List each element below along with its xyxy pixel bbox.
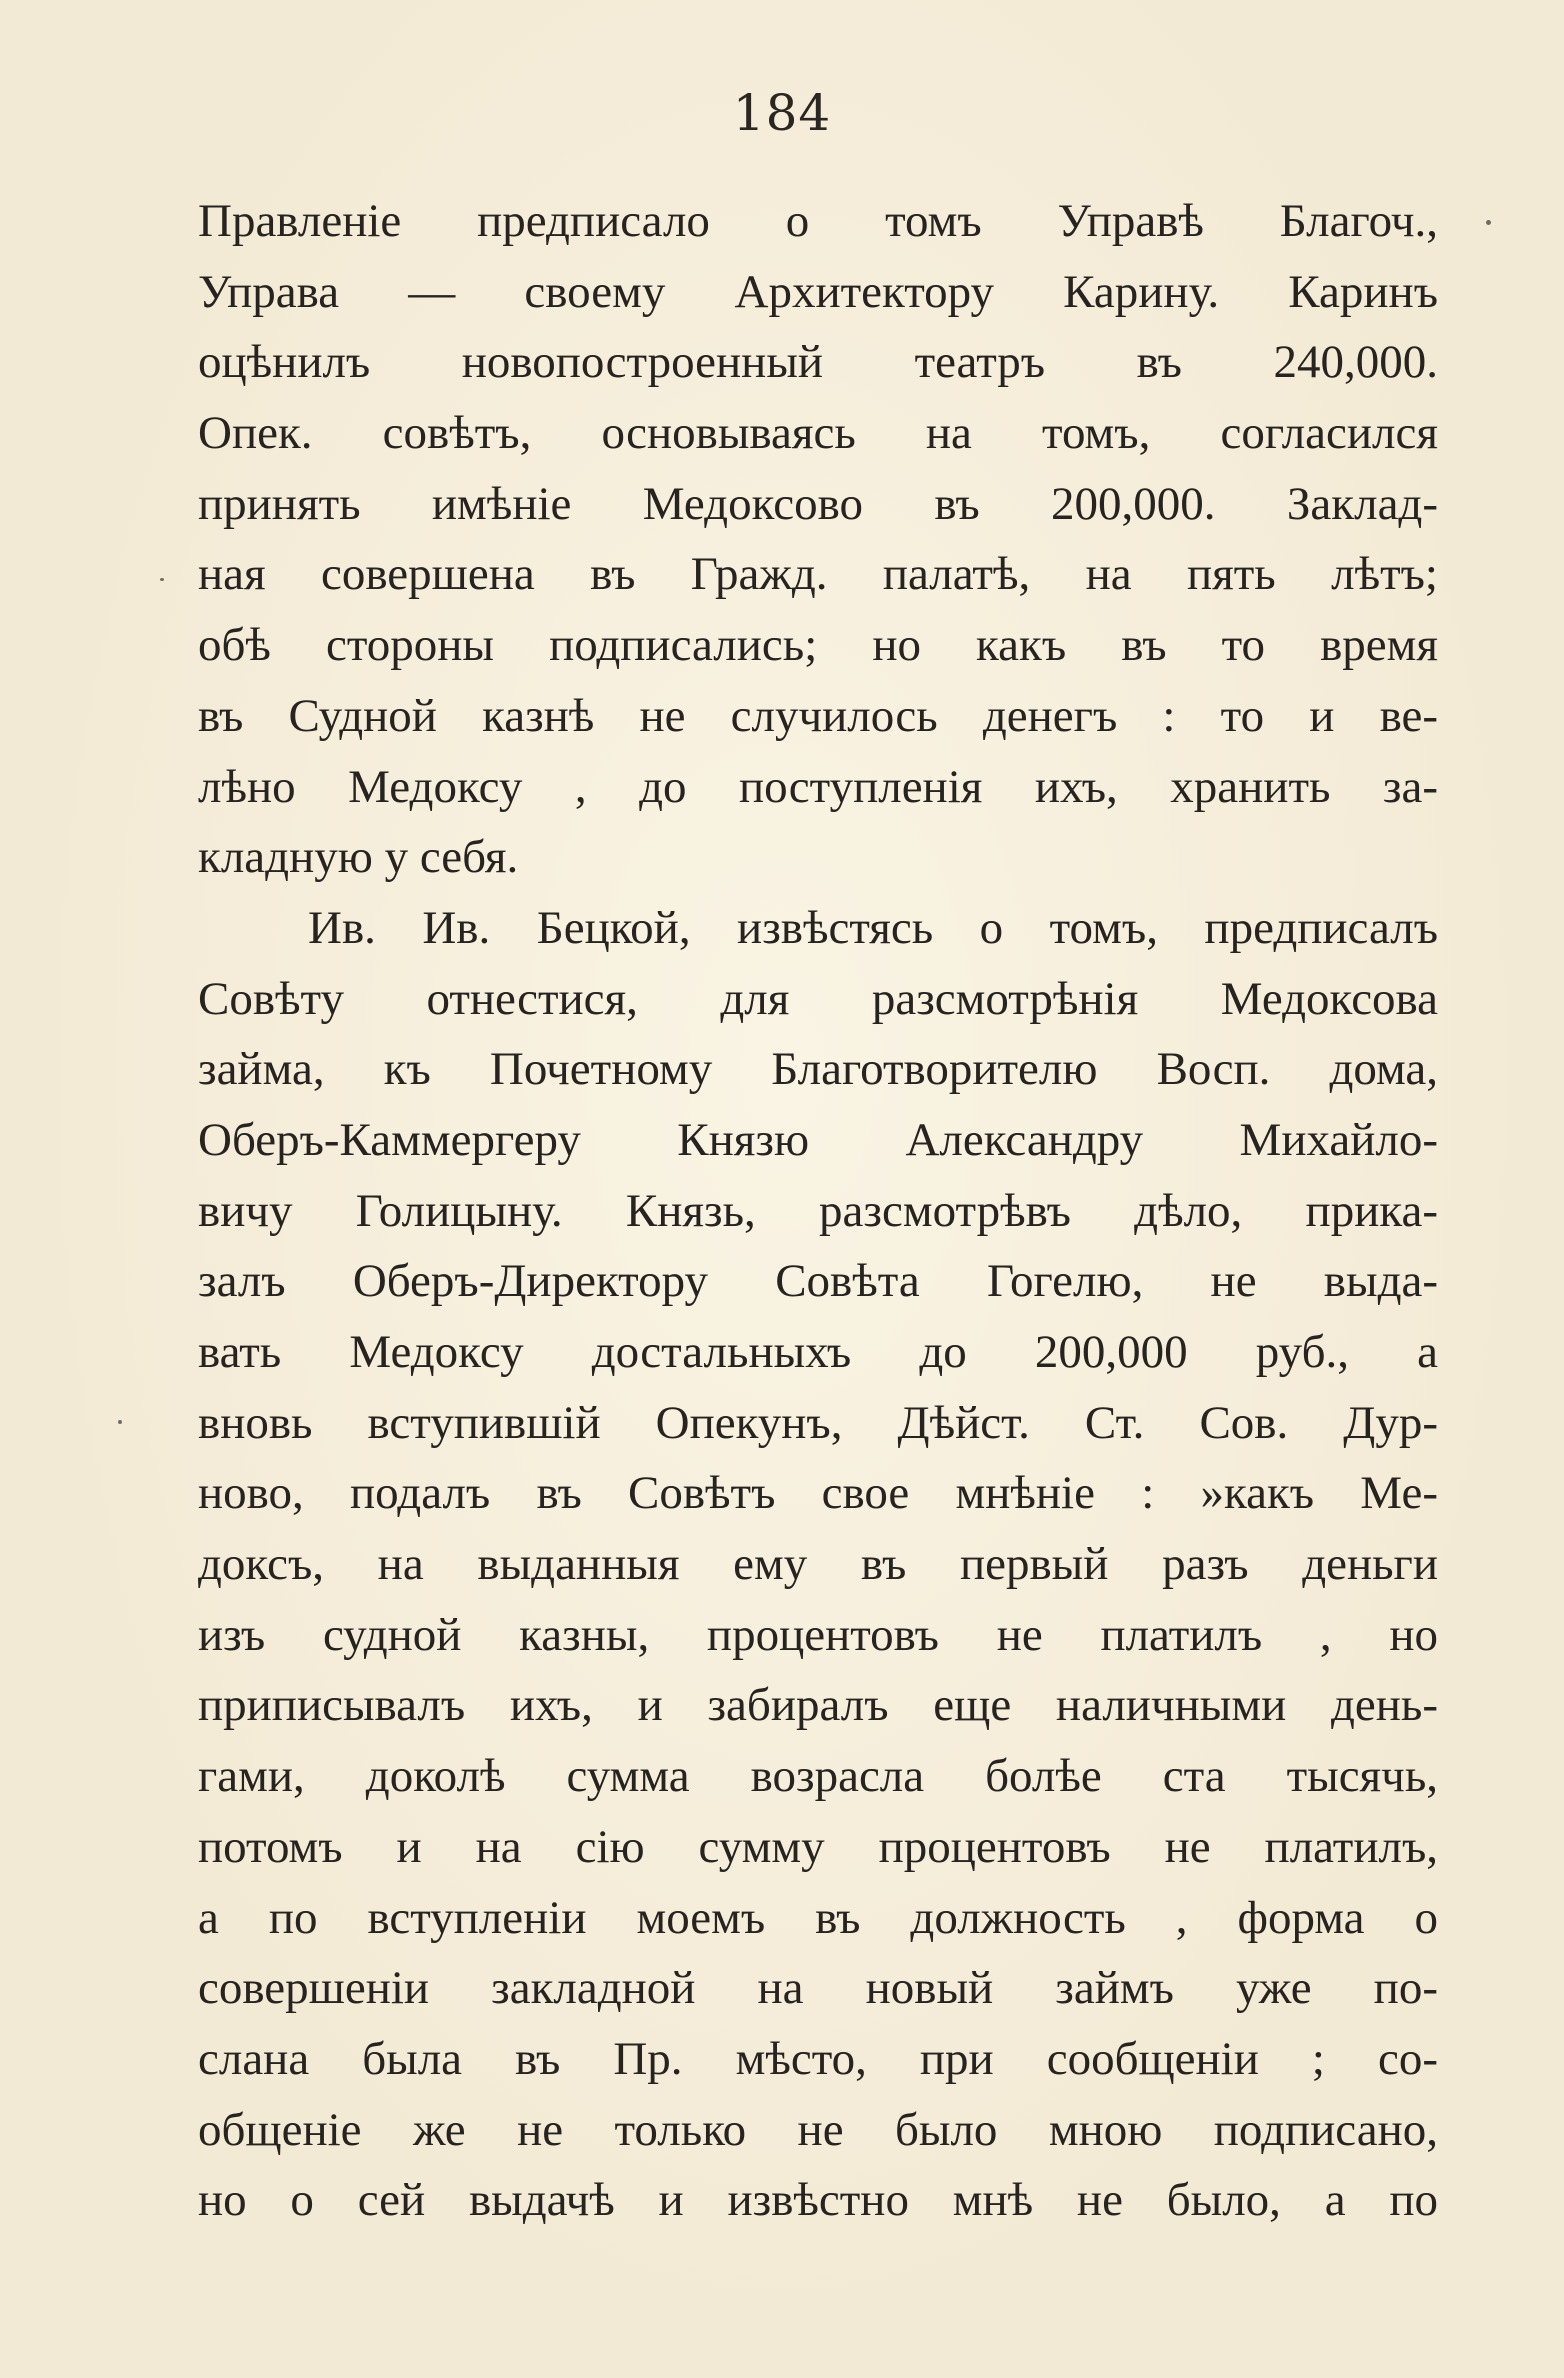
page-number: 184 [732,84,832,142]
text-line: но о сей выдачѣ и извѣстно мнѣ не было, а по [198,2174,1438,2227]
text-line: а по вступленіи моемъ въ должность , форма о [198,1891,1438,1944]
text-line: Совѣту отнестися, для разсмотрѣнія Медоксова [198,972,1438,1025]
text-line: Правленіе предписало о томъ Управѣ Благоч., [198,195,1438,247]
text-line: изъ судной казны, процентовъ не платилъ , но [198,1608,1438,1661]
text-line: залъ Оберъ-Директору Совѣта Гогелю, не выда- [198,1255,1438,1308]
text-line: приписывалъ ихъ, и забиралъ еще наличными день- [198,1679,1438,1732]
text-line: слана была въ Пр. мѣсто, при сообщеніи ; со- [198,2032,1438,2085]
text-line: принять имѣніе Медоксово въ 200,000. Заклад- [198,477,1438,530]
paper-speck [118,1420,122,1424]
text-line: доксъ, на выданныя ему въ первый разъ деньги [198,1538,1438,1591]
text-line: Управа — своему Архитектору Карину. Каринъ [198,265,1438,318]
text-line: Оберъ-Каммергеру Князю Александру Михайло- [198,1113,1438,1166]
text-line: Опек. совѣтъ, основываясь на томъ, согласился [198,407,1438,460]
text-line: обѣ стороны подписались; но какъ въ то время [198,619,1438,672]
text-line: лѣно Медоксу , до поступленія ихъ, хранить за- [198,760,1438,813]
body-text [198,186,1438,2236]
text-line: займа, къ Почетному Благотворителю Восп. дома, [198,1043,1438,1096]
text-line: гами, доколѣ сумма возрасла болѣе ста тысячь, [198,1750,1438,1803]
text-line: ново, подалъ въ Совѣтъ свое мнѣніе : »какъ Ме- [198,1467,1438,1520]
paragraph-end-line: кладную у себя. [198,831,519,884]
text-line: вновь вступившій Опекунъ, Дѣйст. Ст. Сов. Дур- [198,1396,1438,1449]
paper-speck [1486,220,1491,225]
text-line: потомъ и на сію сумму процентовъ не платилъ, [198,1820,1438,1873]
text-line: ная совершена въ Гражд. палатѣ, на пять лѣтъ; [198,548,1438,601]
paper-speck [160,578,164,581]
text-line: въ Судной казнѣ не случилось денегъ : то и ве- [198,689,1438,742]
text-line: оцѣнилъ новопостроенный театръ въ 240,000. [198,336,1438,389]
text-line: совершеніи закладной на новый займъ уже по- [198,1962,1438,2015]
text-line: общеніе же не только не было мною подписано, [198,2103,1438,2156]
text-line: вать Медоксу достальныхъ до 200,000 руб., а [198,1326,1438,1378]
paragraph-start-line: Ив. Ив. Бецкой, извѣстясь о томъ, предписалъ [308,901,1438,954]
text-line: вичу Голицыну. Князь, разсмотрѣвъ дѣло, прика- [198,1184,1438,1237]
